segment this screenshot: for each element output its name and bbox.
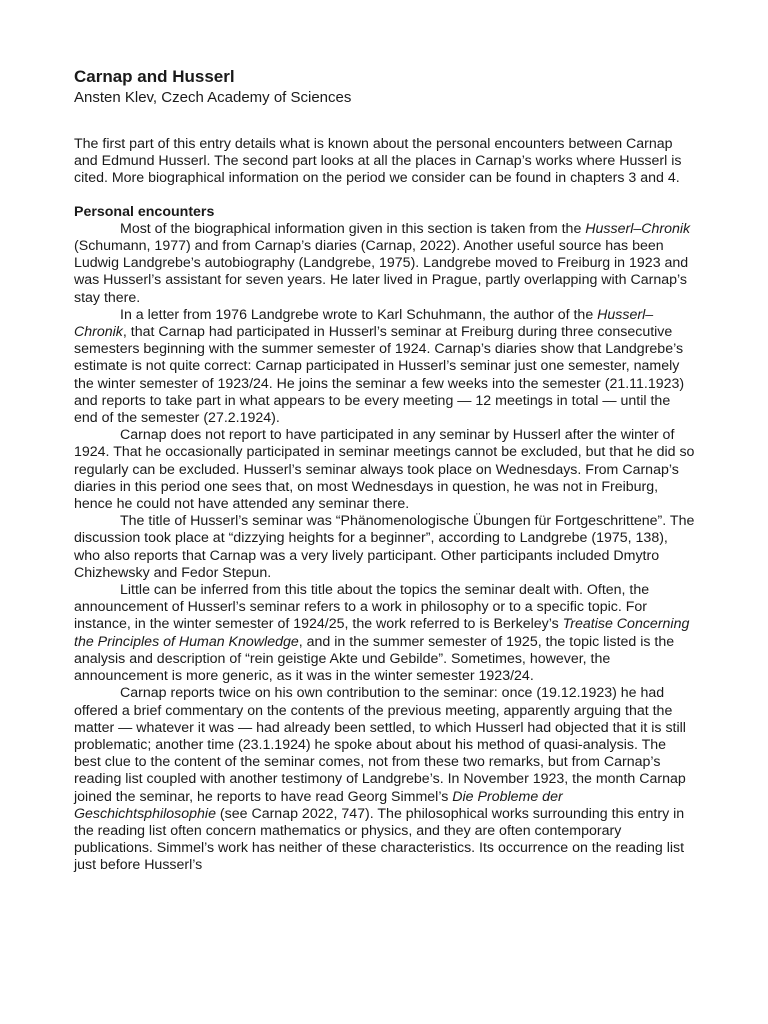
document-page	[74, 66, 696, 875]
section-heading-personal-encounters: Personal encounters	[74, 203, 215, 220]
text-run: The title of Husserl’s seminar was “Phänomenologische Übungen für Fortgeschrittene”. The discussion took place at “dizzying heights for a beginner”, according to Landgrebe (1975, 138), who also reports that Carnap was a very lively participant. Other participants included Dmytro Chizhewsky and Fedor Stepun.	[74, 513, 695, 581]
text-run: , and in the summer semester of 1925, the topic listed is the analysis and description of “rein geistige Akte und Gebilde”. Sometimes, however, the announcement is more generic, as it was in the winter semester 1923/24.	[74, 633, 675, 685]
text-run: Carnap does not report to have participated in any seminar by Husserl after the winter of 1924. That he occasionally participated in seminar meetings cannot be excluded, but that he did so regularly can be excluded. Husserl’s seminar always took place on Wednesdays. From Carnap’s diaries in this period one sees that, on most Wednesdays in question, he was not in Freiburg, hence he could not have attended any seminar there.	[74, 427, 695, 513]
text-run: (see Carnap 2022, 747). The philosophical works surrounding this entry in the reading list often concern mathematics or physics, and they are often contemporary publications. Simmel’s work has neither of these characteristics. Its occurrence on the reading list just before Husserl’s	[74, 805, 685, 874]
italic-title-run: Husserl–Chronik	[74, 306, 654, 341]
text-run: Carnap reports twice on his own contribution to the seminar: once (19.12.1923) he had offered a brief commentary on the contents of the previous meeting, apparently arguing that the matter — whatever it was — had already been settled, to which Husserl had objected that it is still problematic; another time (23.1.1924) he spoke about about his method of quasi-analysis. The best clue to the content of the seminar comes, not from these two remarks, but from Carnap’s reading list coupled with another testimony of Landgrebe’s. In November 1923, the month Carnap joined the seminar, he reports to have read Georg Simmel’s	[74, 685, 686, 805]
author-line: Ansten Klev, Czech Academy of Sciences	[74, 89, 352, 106]
text-run: , that Carnap had participated in Husserl’s seminar at Freiburg during three consecutive semesters beginning with the summer semester of 1924. Carnap’s diaries show that Landgrebe’s estimate is not quite correct: Carnap participated in Husserl’s seminar just one semester, namely the winter semester of 1923/24. He joins the seminar a few weeks into the semester (21.11.1923) and reports to take part in what appears to be every meeting — 12 meetings in total — until the end of the semester (27.2.1924).	[74, 324, 685, 427]
body-paragraph	[74, 427, 696, 513]
body-paragraph	[74, 307, 696, 427]
document-title: Carnap and Husserl	[74, 67, 235, 86]
text-run: (Schumann, 1977) and from Carnap’s diaries (Carnap, 2022). Another useful source has been Ludwig Landgrebe’s autobiography (Landgrebe, 1975). Landgrebe moved to Freiburg in 1923 and was Husserl’s assistant for seven years. He later lived in Prague, partly overlapping with Carnap’s stay there.	[74, 238, 689, 306]
italic-title-run: Husserl–Chronik	[585, 220, 691, 237]
text-run: In a letter from 1976 Landgrebe wrote to Karl Schuhmann, the author of the	[120, 306, 598, 323]
italic-title-run: Die Probleme der Geschichtsphilosophie	[74, 788, 563, 822]
section-body	[74, 221, 696, 875]
text-run: Most of the biographical information given in this section is taken from the	[120, 220, 586, 237]
body-paragraph	[74, 221, 696, 307]
body-paragraph	[74, 582, 696, 685]
italic-title-run: Treatise Concerning the Principles of Human Knowledge	[74, 616, 690, 650]
text-run: Little can be inferred from this title about the topics the seminar dealt with. Often, the announcement of Husserl’s seminar refers to a work in philosophy or to a specific topic. For instance, in the winter semester of 1924/25, the work referred to is Berkeley’s	[74, 582, 650, 633]
intro-paragraph: The first part of this entry details what is known about the personal encounters between Carnap and Edmund Husserl. The second part looks at all the places in Carnap’s works where Husserl is cited. More biographical information on the period we consider can be found in chapters 3 and 4.	[74, 136, 682, 187]
body-paragraph	[74, 685, 696, 874]
body-paragraph	[74, 513, 696, 582]
